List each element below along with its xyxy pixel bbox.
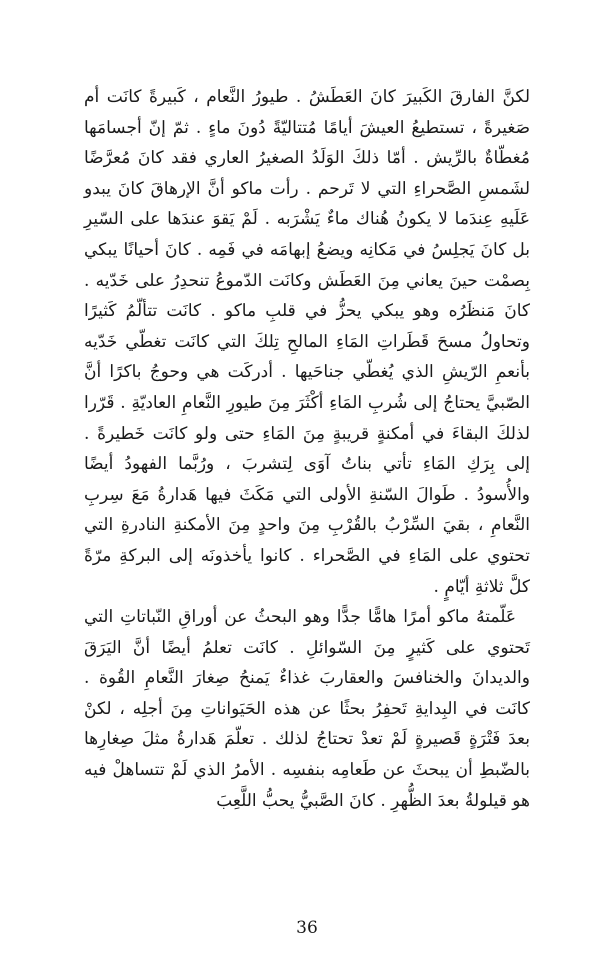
body-text [84,82,530,816]
paragraph-1: لكنَّ الفارقَ الكَبيرَ كانَ العَطَشُ . طيورُ النَّعام ، كَبيرةً كانَت أم صَغيرةً ، تستطيعُ العيشَ أيامًا مُتتاليّةً دُونَ ماءٍ . ثمّ إنّ أجسامَها مُغطّاةٌ بالرِّيش . أمّا ذلكَ الوَلَدُ الصغيرُ العاري فقد كانَ مُعرَّضًا لشَمسِ الصَّحراءِ التي لا تَرحم . رأت ماكو أنَّ الإرهاقَ كانَ يبدو عَلَيهِ عِندَما لا يكونُ هُناك ماءٌ يَشْرَبه . لَمْ يَقوَ عندَها على السّيرِ بل كانَ يَجلِسُ في مَكانِه ويضعُ إبهامَه في فَمِه . كانَ أحيانًا يبكي بِصمْت حينَ يعاني مِنَ العَطَش وكانَت الدّموعُ تنحدِرُ على خَدّيه . كانَ مَنظَرُه وهو يبكي يحزُّ في قلبِ ماكو . كانَت تتألّمُ كَثيرًا وتحاولُ مسحَ قَطَراتِ المَاءِ المالحِ تِلكَ التي كانَت تغطّي خَدّيه بأنعمِ الرّيشِ الذي يُغطّي جناحَيها . أدركَت هي وحوجُ باكرًا أنَّ الصّبيَّ يحتاجُ إلى شُربِ المَاءِ أكْثَرَ مِنَ طيورِ النَّعامِ العاديّةِ . قَرّرا لذلكَ البقاءَ في أمكنةٍ قريبةٍ مِنَ المَاءِ حتى ولو كانَت خَطيرةً . إلى بِرَكِ المَاءِ تأتي بناتُ آوَى لِتشربَ ، ورُبَّما الفهودُ أيضًا والأُسودُ . طَوالَ السّنةِ الأولى التي مَكَثَ فيها هَدارةُ مَعَ سِربِ النَّعامِ ، بقيَ السِّرْبُ بالقُرْبِ مِنَ واحدٍ مِنَ الأمكنةِ النادرةِ التي تحتوي على المَاءِ في الصَّحراء . كانوا يأخذونَه إلى البركةِ مرّةً كلَّ ثلاثةِ أيّامٍ . [84,87,530,597]
paragraph-2: عَلّمتهُ ماكو أمرًا هامًّا جدًّا وهو البحثُ عن أوراقِ النّباتاتِ التي تَحتوي على كَثيرٍ مِنَ السّوائلِ . كانَت تعلمُ أيضًا أنَّ اليَرَقَ والديدانَ والخنافسَ والعقاربَ غذاءٌ يَمنحُ صِغارَ النَّعامِ القُوة . كانَت في البِدايةِ تَحفِرُ بحثًا عن هذه الحَيَواناتِ مِنَ أجلِه ، لكنْ بعدَ فَتْرَةٍ قَصيرةٍ لَمْ تعدْ تحتاجُ لذلك . تعلّمَ هَدارةُ مثلَ صِغارِها بالضّبطِ أن يبحثَ عن طَعامِه بنفسِه . الأمرُ الذي لَمْ تتساهلْ فيه هو قيلولةُ بعدَ الظُّهرِ . كانَ الصَّبيُّ يحبُّ اللَّعِبَ [84,607,530,811]
page-number: 36 [296,918,318,938]
